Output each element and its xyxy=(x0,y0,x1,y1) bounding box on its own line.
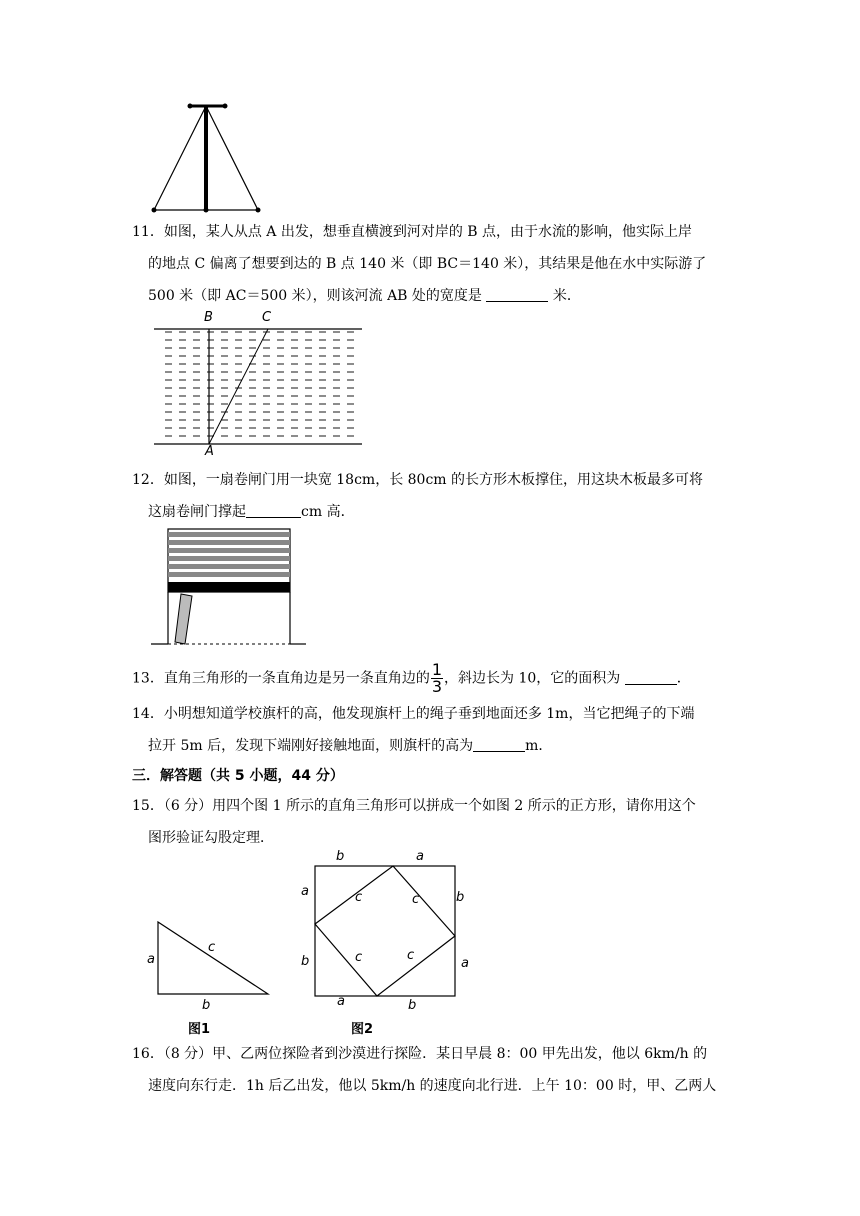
fig2-label-b-top: b xyxy=(336,849,345,864)
fig2-label-c3: c xyxy=(355,950,363,965)
q14-line2-text: 拉开 5m 后，发现下端刚好接触地面，则旗杆的高为 xyxy=(148,738,474,754)
pole-figure xyxy=(145,98,270,216)
fig1-label-c: c xyxy=(208,940,216,955)
q13-text-b: ，斜边长为 10，它的面积为 xyxy=(444,670,621,687)
fig2-label-a-top: a xyxy=(416,849,424,864)
roller-door-figure xyxy=(148,526,310,648)
q12-line2 xyxy=(148,502,355,522)
q13-fraction xyxy=(431,662,443,695)
q16-line2: 速度向东行走．1h 后乙出发，他以 5km/h 的速度向北行进．上午 10：00 时，甲、乙两人 xyxy=(148,1078,717,1094)
fig2-label-c1: c xyxy=(355,890,363,905)
q13-answer-blank[interactable] xyxy=(625,670,677,685)
fig2-label-c4: c xyxy=(407,948,415,963)
q14-line2-unit: m． xyxy=(525,738,553,754)
river-label-a: A xyxy=(205,444,214,459)
fig2-label-a-left: a xyxy=(301,884,309,899)
river-label-c: C xyxy=(262,310,272,325)
q16-line1: 16．（8 分）甲、乙两位探险者到沙漠进行探险．某日早晨 8：00 甲先出发，他以 6km/h 的 xyxy=(132,1046,708,1062)
q11-line3 xyxy=(148,286,581,306)
river-label-b: B xyxy=(204,310,213,325)
fig1-triangle xyxy=(142,918,282,1043)
q13-frac-num: 1 xyxy=(431,660,443,679)
fig2-square xyxy=(295,848,485,1038)
q15-line1: 15．（6 分）用四个图 1 所示的直角三角形可以拼成一个如图 2 所示的正方形，请你用这个 xyxy=(132,798,696,814)
fig2-caption: 图2 xyxy=(351,1022,374,1037)
fig2-label-b-right: b xyxy=(456,890,465,905)
fig2-label-a-bottom: a xyxy=(337,994,345,1009)
q11-line3-text: 500 米（即 AC＝500 米），则该河流 AB 处的宽度是 xyxy=(148,288,482,304)
q13-frac-den: 3 xyxy=(431,677,443,696)
q13-line xyxy=(132,662,691,695)
q13-text-a: 13．直角三角形的一条直角边是另一条直角边的 xyxy=(132,670,430,687)
q12-line1: 12．如图，一扇卷闸门用一块宽 18cm，长 80cm 的长方形木板撑住，用这块木板最多可将 xyxy=(132,472,704,488)
q11-answer-blank[interactable] xyxy=(486,287,548,302)
river-figure xyxy=(150,312,366,458)
q13-text-c: ． xyxy=(676,670,691,687)
q15-line2: 图形验证勾股定理． xyxy=(148,830,274,846)
q14-line1: 14．小明想知道学校旗杆的高，他发现旗杆上的绳子垂到地面还多 1m，当它把绳子的下端 xyxy=(132,706,695,722)
fig2-label-b-bottom: b xyxy=(408,998,417,1013)
q11-line3-unit: 米． xyxy=(552,288,581,304)
fig2-label-a-right: a xyxy=(461,956,469,971)
q14-line2 xyxy=(148,736,552,756)
q12-answer-blank[interactable] xyxy=(246,503,301,518)
q12-line2-unit: cm 高． xyxy=(301,504,355,520)
q14-answer-blank[interactable] xyxy=(473,737,525,752)
q12-line2-text: 这扇卷闸门撑起 xyxy=(148,504,246,520)
section-three-heading: 三．解答题（共 5 小题，44 分） xyxy=(132,768,344,784)
q11-line1: 11．如图，某人从点 A 出发，想垂直横渡到河对岸的 B 点，由于水流的影响，他实际上岸 xyxy=(132,224,693,240)
fig2-label-c2: c xyxy=(412,892,420,907)
fig1-label-b: b xyxy=(202,998,211,1013)
q11-line2: 的地点 C 偏离了想要到达的 B 点 140 米（即 BC＝140 米），其结果是他在水中实际游了 xyxy=(148,256,707,272)
fig2-label-b-left: b xyxy=(301,954,310,969)
fig1-caption: 图1 xyxy=(188,1022,211,1037)
fig1-label-a: a xyxy=(147,952,155,967)
